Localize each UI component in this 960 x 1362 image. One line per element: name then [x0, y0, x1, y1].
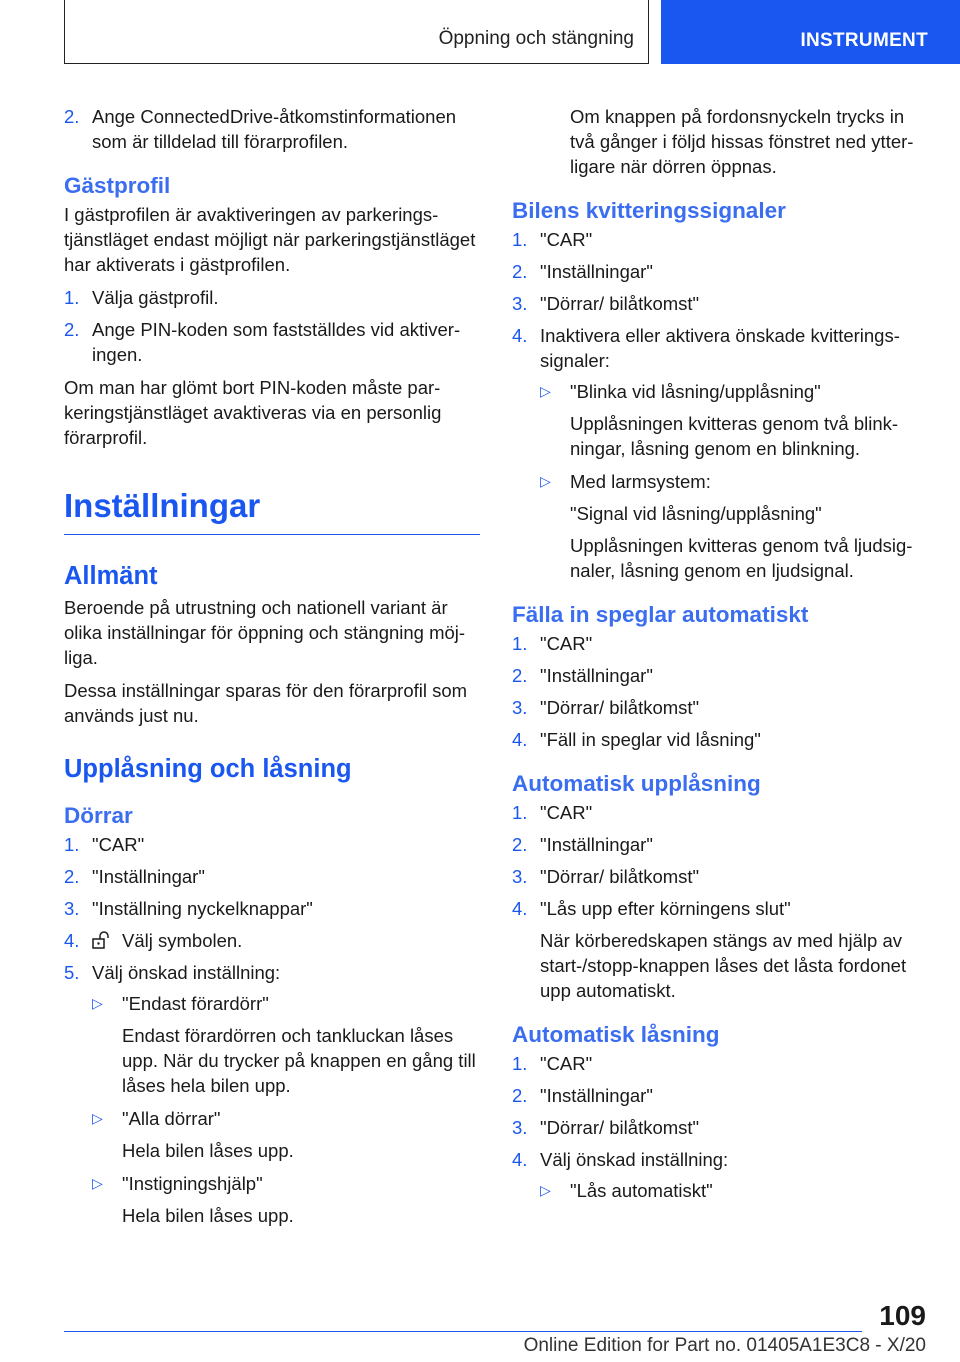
- heading-auto-lasning: Automatisk låsning: [512, 1022, 720, 1047]
- footer-divider: [64, 1331, 862, 1332]
- header-chapter-tab: INSTRUMENT: [661, 0, 960, 64]
- list-item: 4. Inaktivera eller aktivera önskade kvitteringssignaler: ▷ "Blinka vid låsning/upplåsning" Upplåsningen kvitteras genom två blinkningar, låsning genom en blinkning. ▷ Med larmsystem: "Signal vid låsning/upplåsning" Upplåsningen kvitteras genom två ljudsignaler, låsning genom en ljudsignal.: [512, 323, 928, 583]
- list-item: 3. "Dörrar/ bilåtkomst": [512, 697, 700, 718]
- option-item: ▷ Med larmsystem: "Signal vid låsning/upplåsning" Upplåsningen kvitteras genom två ljudsignaler, låsning genom en ljudsignal.: [540, 471, 913, 581]
- list-item: 3. "Dörrar/ bilåtkomst": [512, 293, 700, 314]
- heading-gastprofil: Gästprofil: [64, 173, 171, 198]
- header-section-title: Öppning och stängning: [438, 28, 634, 49]
- dorrar-options: [92, 991, 480, 1228]
- option-item: ▷ "Alla dörrar" Hela bilen låses upp.: [92, 1108, 294, 1161]
- unlock-icon: [92, 931, 114, 949]
- list-item: 1. "CAR": [512, 802, 593, 823]
- left-column: [64, 104, 480, 1236]
- auto-lasning-options: [540, 1178, 928, 1203]
- paragraph: Om knappen på fordonsnyckeln trycks in två gånger i följd hissas fönstret ned ytterligare när dörren öppnas.: [570, 106, 914, 177]
- heading-dorrar: Dörrar: [64, 803, 133, 828]
- page-number: 109: [879, 1300, 926, 1331]
- list-item: 2. "Inställningar": [512, 1085, 653, 1106]
- heading-kvittering: Bilens kvitteringssignaler: [512, 198, 786, 223]
- paragraph: Dessa inställningar sparas för den förarprofil som används just nu.: [64, 680, 468, 726]
- footer-edition: Online Edition for Part no. 01405A1E3C8 - X/20: [523, 1335, 926, 1356]
- list-item: 2. "Inställningar": [512, 261, 653, 282]
- speglar-steps: [512, 631, 928, 752]
- triangle-bullet-icon: ▷: [540, 473, 551, 489]
- connecteddrive-steps: [64, 104, 480, 154]
- auto-lasning-steps: [512, 1051, 928, 1203]
- list-item: 2. "Inställningar": [512, 665, 653, 686]
- list-item: 2. Ange ConnectedDrive-åtkomstinformationen som är tilldelad till förarprofilen.: [64, 106, 457, 152]
- dorrar-steps: [64, 832, 480, 1228]
- list-item: 3. "Dörrar/ bilåtkomst": [512, 866, 700, 887]
- list-item: 2. Ange PIN-koden som fastställdes vid aktiveringen.: [64, 319, 461, 365]
- triangle-bullet-icon: ▷: [540, 383, 551, 399]
- gastprofil-steps: [64, 285, 480, 367]
- triangle-bullet-icon: ▷: [92, 1175, 103, 1191]
- list-item: 2. "Inställningar": [64, 866, 205, 887]
- list-item: 5. Välj önskad inställning: ▷ "Endast förardörr" Endast förardörren och tankluckan låses upp. När du trycker på knappen en gång till låses hela bilen upp. ▷ "Alla dörrar" Hela bilen låses upp. ▷ "Instigningshjälp" Hela bilen låses upp.: [64, 960, 480, 1228]
- list-item: 1. "CAR": [512, 229, 593, 250]
- option-item: ▷ "Lås automatiskt": [540, 1180, 713, 1201]
- heading-installningar: Inställningar: [64, 486, 480, 535]
- triangle-bullet-icon: ▷: [540, 1182, 551, 1198]
- list-item: 1. "CAR": [64, 834, 145, 855]
- list-item: 4. "Lås upp efter körningens slut" När körberedskapen stängs av med hjälp av start-/stopp-knappen låses det låsta fordonet upp automatiskt.: [512, 898, 907, 1001]
- list-item: 2. "Inställningar": [512, 834, 653, 855]
- heading-upplasning: Upplåsning och låsning: [64, 755, 352, 783]
- list-item: 1. "CAR": [512, 1053, 593, 1074]
- header-section-tab: [64, 0, 649, 64]
- auto-upplasning-steps: [512, 800, 928, 1003]
- list-item: 3. "Inställning nyckelknappar": [64, 898, 313, 919]
- list-item: 4. "Fäll in speglar vid låsning": [512, 729, 761, 750]
- paragraph: Beroende på utrustning och nationell variant är olika inställningar för öppning och stängning möjliga.: [64, 597, 466, 668]
- list-item: 4. Välj önskad inställning: ▷ "Lås automatiskt": [512, 1147, 928, 1203]
- option-item: ▷ "Instigningshjälp" Hela bilen låses upp.: [92, 1173, 294, 1226]
- list-item: 4. Välj symbolen.: [64, 930, 243, 951]
- heading-auto-upplasning: Automatisk upplåsning: [512, 771, 761, 796]
- right-column: [512, 104, 928, 1211]
- list-item: 1. "CAR": [512, 633, 593, 654]
- triangle-bullet-icon: ▷: [92, 995, 103, 1011]
- paragraph: Om man har glömt bort PIN-koden måste parkeringstjänstläget avaktiveras via en personlig förarprofil.: [64, 377, 442, 448]
- heading-allmant: Allmänt: [64, 562, 158, 590]
- paragraph: I gästprofilen är avaktiveringen av parkeringstjänstläget endast möjligt när parkeringstjänstläget har aktiverats i gästprofilen.: [64, 204, 476, 275]
- option-item: ▷ "Blinka vid låsning/upplåsning" Upplåsningen kvitteras genom två blinkningar, låsning genom en blinkning.: [540, 381, 899, 459]
- heading-speglar: Fälla in speglar automatiskt: [512, 602, 809, 627]
- triangle-bullet-icon: ▷: [92, 1110, 103, 1126]
- list-item: 3. "Dörrar/ bilåtkomst": [512, 1117, 700, 1138]
- option-item: ▷ "Endast förardörr" Endast förardörren och tankluckan låses upp. När du trycker på knappen en gång till låses hela bilen upp.: [92, 993, 476, 1096]
- kvittering-steps: [512, 227, 928, 583]
- kvittering-options: [540, 379, 928, 583]
- list-item: 1. Välja gästprofil.: [64, 287, 219, 308]
